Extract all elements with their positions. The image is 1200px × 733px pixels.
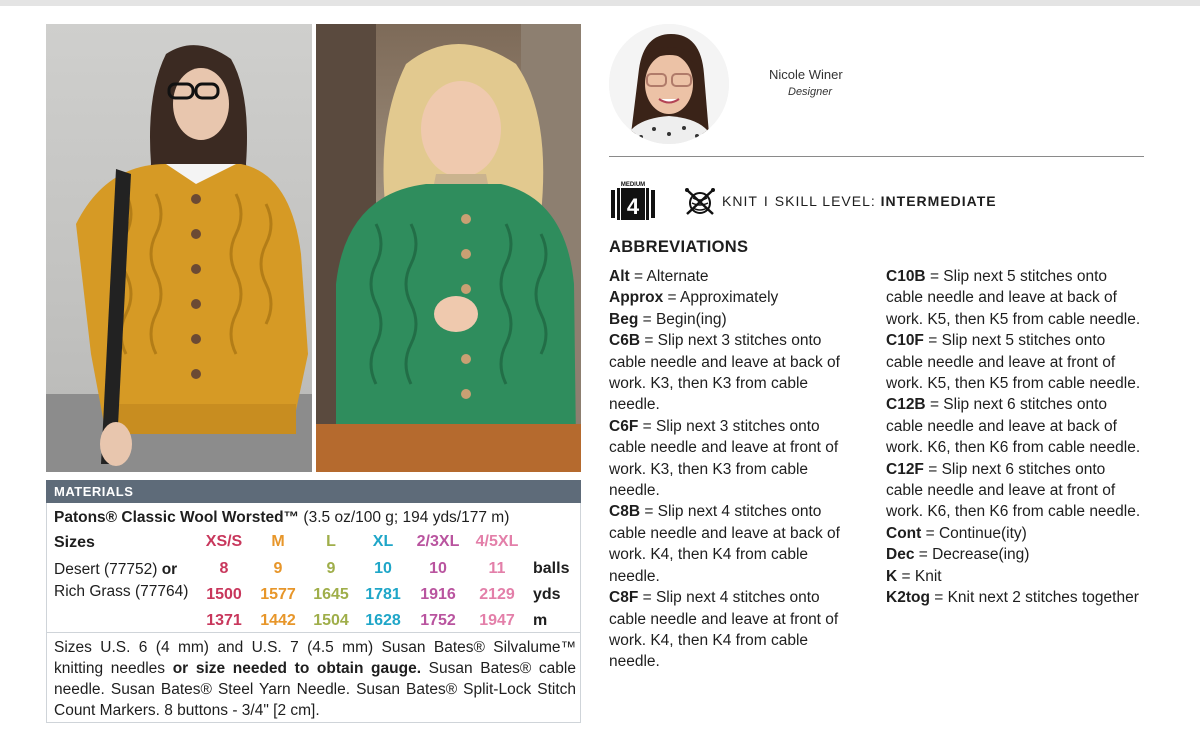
- yds-4-5xl: 2129: [479, 586, 515, 603]
- top-bar: [0, 0, 1200, 6]
- abbreviations-title: ABBREVIATIONS: [609, 238, 749, 256]
- m-m: 1442: [260, 612, 296, 629]
- yds-l: 1645: [313, 586, 349, 603]
- balls-xl: 10: [374, 560, 392, 577]
- size-xs-s: XS/S: [205, 533, 243, 550]
- or-word: or: [157, 561, 178, 578]
- abbr-def: = Continue(ity): [921, 524, 1027, 542]
- balls-unit: balls: [533, 560, 570, 577]
- abbr-c12f: [886, 459, 1146, 523]
- abbr-c8f: [609, 587, 859, 673]
- abbr-c6f: [609, 416, 859, 502]
- balls-l: 9: [326, 560, 336, 577]
- designer-avatar: [609, 24, 729, 144]
- photo-mustard-cardigan: [46, 24, 312, 472]
- abbr-k2tog: [886, 587, 1146, 608]
- abbr-c10b: [886, 266, 1146, 330]
- abbr-def: = Slip next 6 stitches onto cable needle and leave at front of work. K6, then K6 from cable needle.: [886, 460, 1141, 521]
- abbr-k: [886, 566, 1146, 587]
- craft-label: KNIT: [722, 193, 758, 209]
- abbreviations-column-2: [886, 266, 1146, 609]
- yds-2-3xl: 1916: [420, 586, 456, 603]
- abbr-approx: [609, 287, 859, 308]
- m-l: 1504: [313, 612, 349, 629]
- abbr-def: = Decrease(ing): [914, 546, 1030, 564]
- abbr-def: = Slip next 5 stitches onto cable needle and leave at front of work. K5, then K5 from cable needle.: [886, 332, 1141, 393]
- abbr-def: = Alternate: [629, 268, 709, 285]
- designer-role: Designer: [788, 86, 833, 98]
- photo-green-cardigan: [316, 24, 581, 472]
- yarn-weight-label: MEDIUM: [620, 182, 646, 188]
- balls-2-3xl: 10: [429, 560, 447, 577]
- needles-notions-text: [54, 637, 576, 721]
- needles-text-a: Sizes U.S. 6 (4 mm) and U.S. 7 (4.5 mm) Susan Bates® Silvalume™ knitting needles: [54, 639, 576, 677]
- abbr-def: = Approximately: [663, 289, 779, 307]
- abbr-term: C10B: [886, 268, 926, 285]
- size-2-3xl: 2/3XL: [416, 533, 460, 550]
- yds-xs-s: 1500: [206, 586, 242, 603]
- abbr-def: = Knit: [897, 567, 942, 585]
- abbr-term: C8B: [609, 503, 641, 521]
- yarn-line: [54, 508, 509, 528]
- abbr-term: C8F: [609, 589, 639, 607]
- skill-value: INTERMEDIATE: [880, 193, 997, 209]
- abbr-c12b: [886, 394, 1146, 458]
- m-xs-s: 1371: [206, 612, 242, 629]
- abbr-dec: [886, 544, 1146, 565]
- materials-divider: [46, 632, 581, 633]
- abbr-alt: [609, 266, 859, 287]
- abbr-term: Approx: [609, 289, 664, 307]
- abbr-c6b: [609, 330, 859, 416]
- abbr-def: = Slip next 4 stitches onto cable needle and leave at back of work. K4, then K4 from cable needle.: [609, 503, 840, 585]
- abbr-beg: [609, 309, 859, 330]
- balls-xs-s: 8: [219, 560, 229, 577]
- abbr-term: K2tog: [886, 589, 930, 607]
- sizes-label: Sizes: [54, 534, 95, 551]
- yarn-weight-icon: [611, 180, 655, 222]
- yds-xl: 1781: [365, 586, 401, 603]
- colour1-name: Desert (77752): [54, 561, 158, 578]
- skill-label: SKILL LEVEL:: [774, 193, 876, 209]
- abbr-term: Cont: [886, 524, 922, 542]
- abbr-term: Alt: [609, 268, 630, 285]
- size-4-5xl: 4/5XL: [475, 533, 519, 550]
- m-4-5xl: 1947: [479, 612, 515, 629]
- skill-separator: I: [763, 193, 769, 209]
- abbr-term: K: [886, 567, 898, 585]
- abbr-term: C6B: [609, 332, 641, 350]
- abbr-def: = Knit next 2 stitches together: [929, 589, 1139, 607]
- abbr-def: = Begin(ing): [638, 310, 727, 328]
- materials-header: MATERIALS: [46, 480, 581, 503]
- abbr-c8b: [609, 501, 859, 587]
- abbr-def: = Slip next 3 stitches onto cable needle and leave at front of work. K3, then K3 from cable needle.: [609, 417, 839, 500]
- designer-name: Nicole Winer: [769, 67, 843, 82]
- m-unit: m: [533, 612, 548, 629]
- size-m: M: [271, 533, 285, 550]
- section-rule: [609, 156, 1144, 157]
- abbr-term: C12F: [886, 460, 924, 478]
- needles-text-b: Susan Bates® cable needle. Susan Bates® Steel Yarn Needle. Susan Bates® Split-Lock Stitch Count Markers. 8 buttons - 3/4" [2 cm].: [54, 660, 576, 719]
- knit-needles-icon: [685, 188, 715, 216]
- needles-text-bold: or size needed to obtain gauge.: [172, 660, 422, 677]
- yarn-weight-number: 4: [626, 194, 640, 219]
- abbr-term: C12B: [886, 396, 926, 414]
- abbr-term: Dec: [886, 546, 915, 564]
- abbr-term: Beg: [609, 310, 639, 328]
- abbr-def: = Slip next 3 stitches onto cable needle and leave at back of work. K3, then K3 from cable needle.: [609, 332, 840, 414]
- colour1-line: [54, 560, 177, 580]
- abbr-def: = Slip next 4 stitches onto cable needle and leave at front of work. K4, then K4 from cable needle.: [609, 589, 839, 671]
- colour2-name: Rich Grass (77764): [54, 583, 189, 600]
- abbr-c10f: [886, 330, 1146, 394]
- m-xl: 1628: [365, 612, 401, 629]
- abbr-cont: [886, 523, 1146, 544]
- abbr-def: = Slip next 6 stitches onto cable needle and leave at back of work. K6, then K6 from cable needle.: [886, 396, 1141, 457]
- skill-level: [722, 193, 997, 209]
- abbreviations-column-1: [609, 266, 859, 673]
- abbr-term: C6F: [609, 417, 639, 435]
- m-2-3xl: 1752: [420, 612, 456, 629]
- size-xl: XL: [372, 533, 394, 550]
- yds-m: 1577: [260, 586, 296, 603]
- abbr-def: = Slip next 5 stitches onto cable needle and leave at back of work. K5, then K5 from cable needle.: [886, 268, 1141, 328]
- balls-m: 9: [273, 560, 283, 577]
- yarn-name: Patons® Classic Wool Worsted™: [54, 509, 300, 526]
- abbr-term: C10F: [886, 332, 924, 350]
- yarn-detail: (3.5 oz/100 g; 194 yds/177 m): [299, 509, 510, 526]
- yds-unit: yds: [533, 586, 561, 603]
- size-l: L: [326, 533, 336, 550]
- balls-4-5xl: 11: [488, 560, 506, 577]
